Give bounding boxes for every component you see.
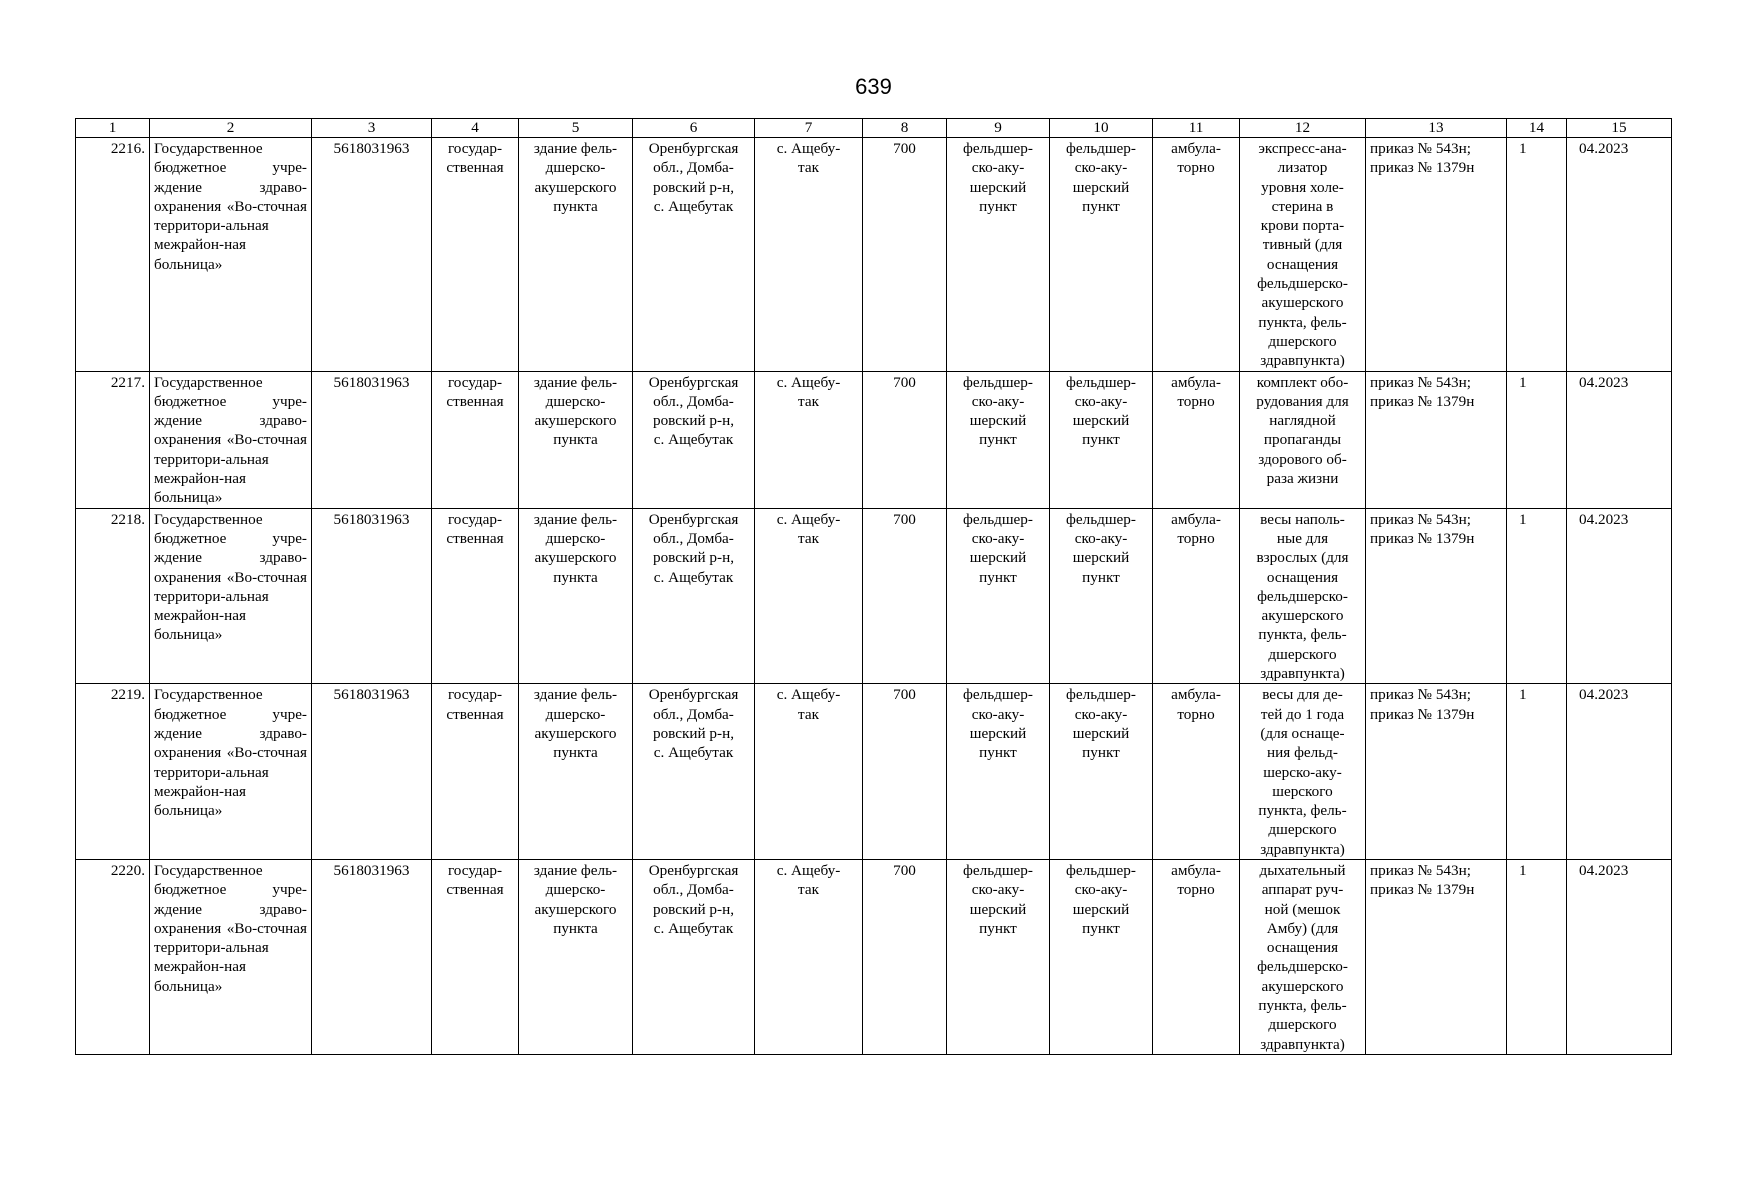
quantity-cell: 1	[1507, 859, 1567, 1054]
unit-name-cell: фельдшер- ско-аку- шерский пункт	[1050, 508, 1153, 684]
column-header: 15	[1567, 119, 1672, 138]
care-form-cell: амбула- торно	[1153, 859, 1240, 1054]
column-header: 6	[633, 119, 755, 138]
equipment-cell: дыхательный аппарат руч- ной (мешок Амбу) (для оснащения фельдшерско- акушерского пункта, фель- дшерского здравпункта)	[1240, 859, 1366, 1054]
equipment-cell: весы для де- тей до 1 года (для оснаще- ния фельд- шерско-аку- шерского пункта, фель- дшерского здравпункта)	[1240, 684, 1366, 860]
inn-cell: 5618031963	[312, 371, 432, 508]
column-header: 5	[519, 119, 633, 138]
table-row	[76, 138, 1672, 372]
locality-cell: с. Ащебу- так	[755, 371, 863, 508]
unit-name-cell: фельдшер- ско-аку- шерский пункт	[1050, 371, 1153, 508]
distance-cell: 700	[863, 684, 947, 860]
inn-cell: 5618031963	[312, 138, 432, 372]
distance-cell: 700	[863, 859, 947, 1054]
quantity-cell: 1	[1507, 684, 1567, 860]
column-header: 12	[1240, 119, 1366, 138]
unit-type-cell: фельдшер- ско-аку- шерский пункт	[947, 508, 1050, 684]
inn-cell: 5618031963	[312, 508, 432, 684]
organization-cell: Государственное бюджетное учре-ждение здраво-охранения «Во-сточная территори-альная межрайон-ная больница»	[150, 684, 312, 860]
locality-cell: с. Ащебу- так	[755, 859, 863, 1054]
quantity-cell: 1	[1507, 371, 1567, 508]
column-header: 7	[755, 119, 863, 138]
column-header: 10	[1050, 119, 1153, 138]
care-form-cell: амбула- торно	[1153, 684, 1240, 860]
row-number-cell: 2217.	[76, 371, 150, 508]
order-cell: приказ № 543н; приказ № 1379н	[1366, 859, 1507, 1054]
distance-cell: 700	[863, 371, 947, 508]
row-number-cell: 2216.	[76, 138, 150, 372]
locality-cell: с. Ащебу- так	[755, 138, 863, 372]
table-row	[76, 859, 1672, 1054]
inn-cell: 5618031963	[312, 859, 432, 1054]
organization-cell: Государственное бюджетное учре-ждение здраво-охранения «Во-сточная территори-альная межрайон-ная больница»	[150, 371, 312, 508]
table-row	[76, 371, 1672, 508]
quantity-cell: 1	[1507, 138, 1567, 372]
table-body	[76, 119, 1672, 1055]
unit-name-cell: фельдшер- ско-аку- шерский пункт	[1050, 138, 1153, 372]
equipment-cell: весы наполь- ные для взрослых (для оснащения фельдшерско- акушерского пункта, фель- дшерского здравпункта)	[1240, 508, 1366, 684]
unit-type-cell: фельдшер- ско-аку- шерский пункт	[947, 859, 1050, 1054]
building-cell: здание фель- дшерско- акушерского пункта	[519, 684, 633, 860]
page-number: 639	[855, 74, 892, 99]
registry-table	[75, 118, 1672, 1055]
locality-cell: с. Ащебу- так	[755, 508, 863, 684]
organization-cell: Государственное бюджетное учре-ждение здраво-охранения «Во-сточная территори-альная межрайон-ная больница»	[150, 859, 312, 1054]
quantity-cell: 1	[1507, 508, 1567, 684]
ownership-cell: государ- ственная	[432, 684, 519, 860]
address-cell: Оренбургская обл., Домба- ровский р-н, с. Ащебутак	[633, 138, 755, 372]
column-header: 1	[76, 119, 150, 138]
date-cell: 04.2023	[1567, 371, 1672, 508]
locality-cell: с. Ащебу- так	[755, 684, 863, 860]
address-cell: Оренбургская обл., Домба- ровский р-н, с. Ащебутак	[633, 371, 755, 508]
unit-type-cell: фельдшер- ско-аку- шерский пункт	[947, 684, 1050, 860]
unit-name-cell: фельдшер- ско-аку- шерский пункт	[1050, 859, 1153, 1054]
building-cell: здание фель- дшерско- акушерского пункта	[519, 371, 633, 508]
column-header: 8	[863, 119, 947, 138]
ownership-cell: государ- ственная	[432, 859, 519, 1054]
care-form-cell: амбула- торно	[1153, 138, 1240, 372]
ownership-cell: государ- ственная	[432, 508, 519, 684]
column-header: 3	[312, 119, 432, 138]
column-header: 14	[1507, 119, 1567, 138]
care-form-cell: амбула- торно	[1153, 371, 1240, 508]
unit-name-cell: фельдшер- ско-аку- шерский пункт	[1050, 684, 1153, 860]
order-cell: приказ № 543н; приказ № 1379н	[1366, 684, 1507, 860]
equipment-cell: экспресс-ана- лизатор уровня холе- стерина в крови порта- тивный (для оснащения фельдшерско- акушерского пункта, фель- дшерского здравпункта)	[1240, 138, 1366, 372]
table-row	[76, 684, 1672, 860]
date-cell: 04.2023	[1567, 508, 1672, 684]
ownership-cell: государ- ственная	[432, 371, 519, 508]
date-cell: 04.2023	[1567, 684, 1672, 860]
row-number-cell: 2219.	[76, 684, 150, 860]
column-number-row	[76, 119, 1672, 138]
distance-cell: 700	[863, 138, 947, 372]
building-cell: здание фель- дшерско- акушерского пункта	[519, 508, 633, 684]
row-number-cell: 2218.	[76, 508, 150, 684]
inn-cell: 5618031963	[312, 684, 432, 860]
organization-cell: Государственное бюджетное учре-ждение здраво-охранения «Во-сточная территори-альная межрайон-ная больница»	[150, 138, 312, 372]
date-cell: 04.2023	[1567, 859, 1672, 1054]
order-cell: приказ № 543н; приказ № 1379н	[1366, 371, 1507, 508]
order-cell: приказ № 543н; приказ № 1379н	[1366, 138, 1507, 372]
distance-cell: 700	[863, 508, 947, 684]
column-header: 4	[432, 119, 519, 138]
equipment-cell: комплект обо- рудования для наглядной пропаганды здорового об- раза жизни	[1240, 371, 1366, 508]
building-cell: здание фель- дшерско- акушерского пункта	[519, 859, 633, 1054]
address-cell: Оренбургская обл., Домба- ровский р-н, с. Ащебутак	[633, 684, 755, 860]
column-header: 9	[947, 119, 1050, 138]
order-cell: приказ № 543н; приказ № 1379н	[1366, 508, 1507, 684]
table-row	[76, 508, 1672, 684]
organization-cell: Государственное бюджетное учре-ждение здраво-охранения «Во-сточная территори-альная межрайон-ная больница»	[150, 508, 312, 684]
address-cell: Оренбургская обл., Домба- ровский р-н, с. Ащебутак	[633, 859, 755, 1054]
column-header: 13	[1366, 119, 1507, 138]
unit-type-cell: фельдшер- ско-аку- шерский пункт	[947, 138, 1050, 372]
date-cell: 04.2023	[1567, 138, 1672, 372]
unit-type-cell: фельдшер- ско-аку- шерский пункт	[947, 371, 1050, 508]
ownership-cell: государ- ственная	[432, 138, 519, 372]
building-cell: здание фель- дшерско- акушерского пункта	[519, 138, 633, 372]
column-header: 2	[150, 119, 312, 138]
column-header: 11	[1153, 119, 1240, 138]
address-cell: Оренбургская обл., Домба- ровский р-н, с. Ащебутак	[633, 508, 755, 684]
row-number-cell: 2220.	[76, 859, 150, 1054]
care-form-cell: амбула- торно	[1153, 508, 1240, 684]
